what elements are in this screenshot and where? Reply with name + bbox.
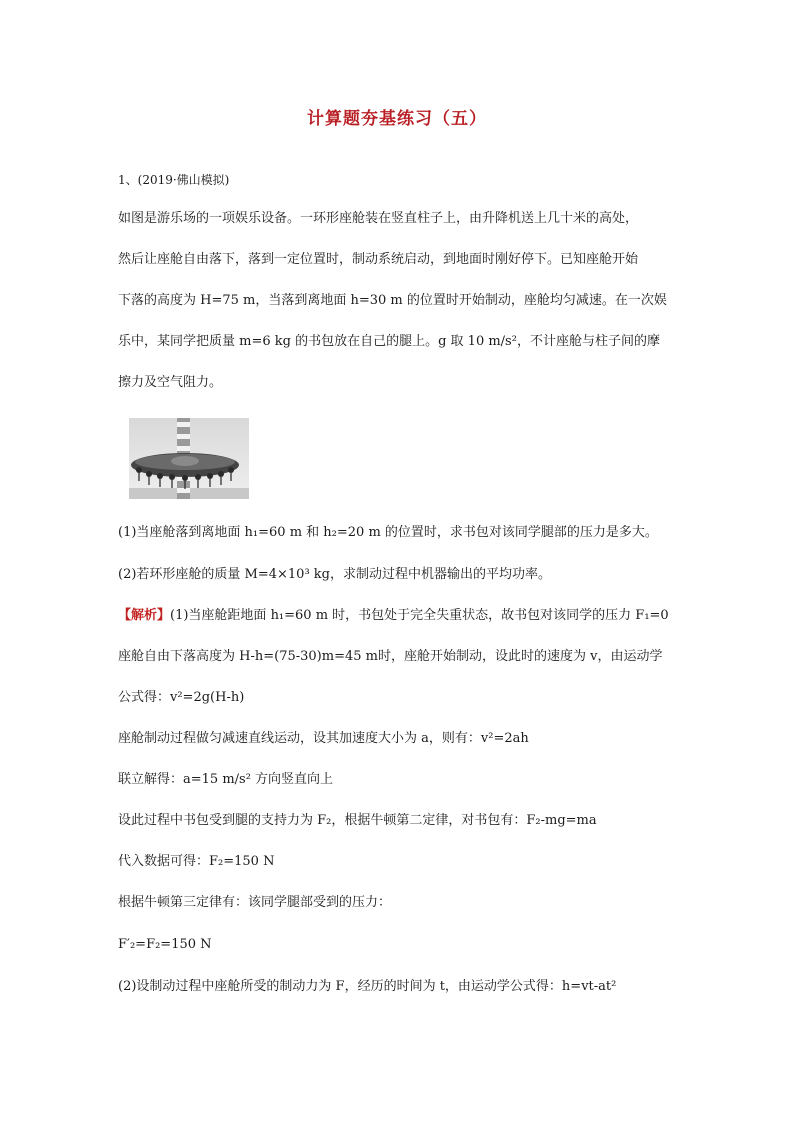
sub-question-1: (1)当座舱落到离地面 h₁=60 m 和 h₂=20 m 的位置时，求书包对该同学腿部的压力是多大。 (118, 525, 658, 540)
solution-line-9: F′₂=F₂=150 N (118, 937, 212, 952)
solution-line-2: 座舱自由下落高度为 H-h=(75-30)m=45 m时，座舱开始制动，设此时的速度为 v，由运动学 (118, 649, 663, 664)
page-title: 计算题夯基练习（五） (307, 109, 487, 129)
solution-line-4: 座舱制动过程做匀减速直线运动，设其加速度大小为 a，则有：v²=2ah (118, 731, 529, 746)
question-source: (2019·佛山模拟) (137, 173, 230, 187)
question-number: 1、 (118, 173, 138, 187)
stem-line-3: 下落的高度为 H=75 m，当落到离地面 h=30 m 的位置时开始制动，座舱均匀减速。在一次娱 (118, 293, 667, 308)
stem-line-1: 如图是游乐场的一项娱乐设备。一环形座舱装在竖直柱子上，由升降机送上几十米的高处， (118, 211, 639, 226)
question-header (118, 171, 229, 189)
stem-line-2: 然后让座舱自由落下，落到一定位置时，制动系统启动，到地面时刚好停下。已知座舱开始 (118, 252, 639, 267)
solution-line-5: 联立解得：a=15 m/s² 方向竖直向上 (118, 772, 334, 787)
solution-tag: 【解析】 (118, 608, 171, 623)
solution-line-6: 设此过程中书包受到腿的支持力为 F₂，根据牛顿第二定律，对书包有：F₂-mg=ma (118, 813, 597, 828)
solution-line-3: 公式得：v²=2g(H-h) (118, 690, 245, 705)
stem-line-5: 擦力及空气阻力。 (118, 375, 223, 390)
stem-line-4: 乐中，某同学把质量 m=6 kg 的书包放在自己的腿上。g 取 10 m/s²，不计座舱与柱子间的摩 (118, 334, 660, 349)
sub-question-2: (2)若环形座舱的质量 M=4×10³ kg，求制动过程中机器输出的平均功率。 (118, 567, 551, 582)
solution-line-7: 代入数据可得：F₂=150 N (118, 854, 275, 869)
solution-line-10: (2)设制动过程中座舱所受的制动力为 F，经历的时间为 t，由运动学公式得：h=vt-at² (118, 979, 617, 994)
solution-line-1 (118, 607, 669, 625)
solution-text-1: (1)当座舱距地面 h₁=60 m 时，书包处于完全失重状态，故书包对该同学的压力 F₁=0 (170, 608, 669, 623)
solution-line-8: 根据牛顿第三定律有：该同学腿部受到的压力： (118, 895, 392, 910)
drop-tower-photo (129, 418, 249, 499)
